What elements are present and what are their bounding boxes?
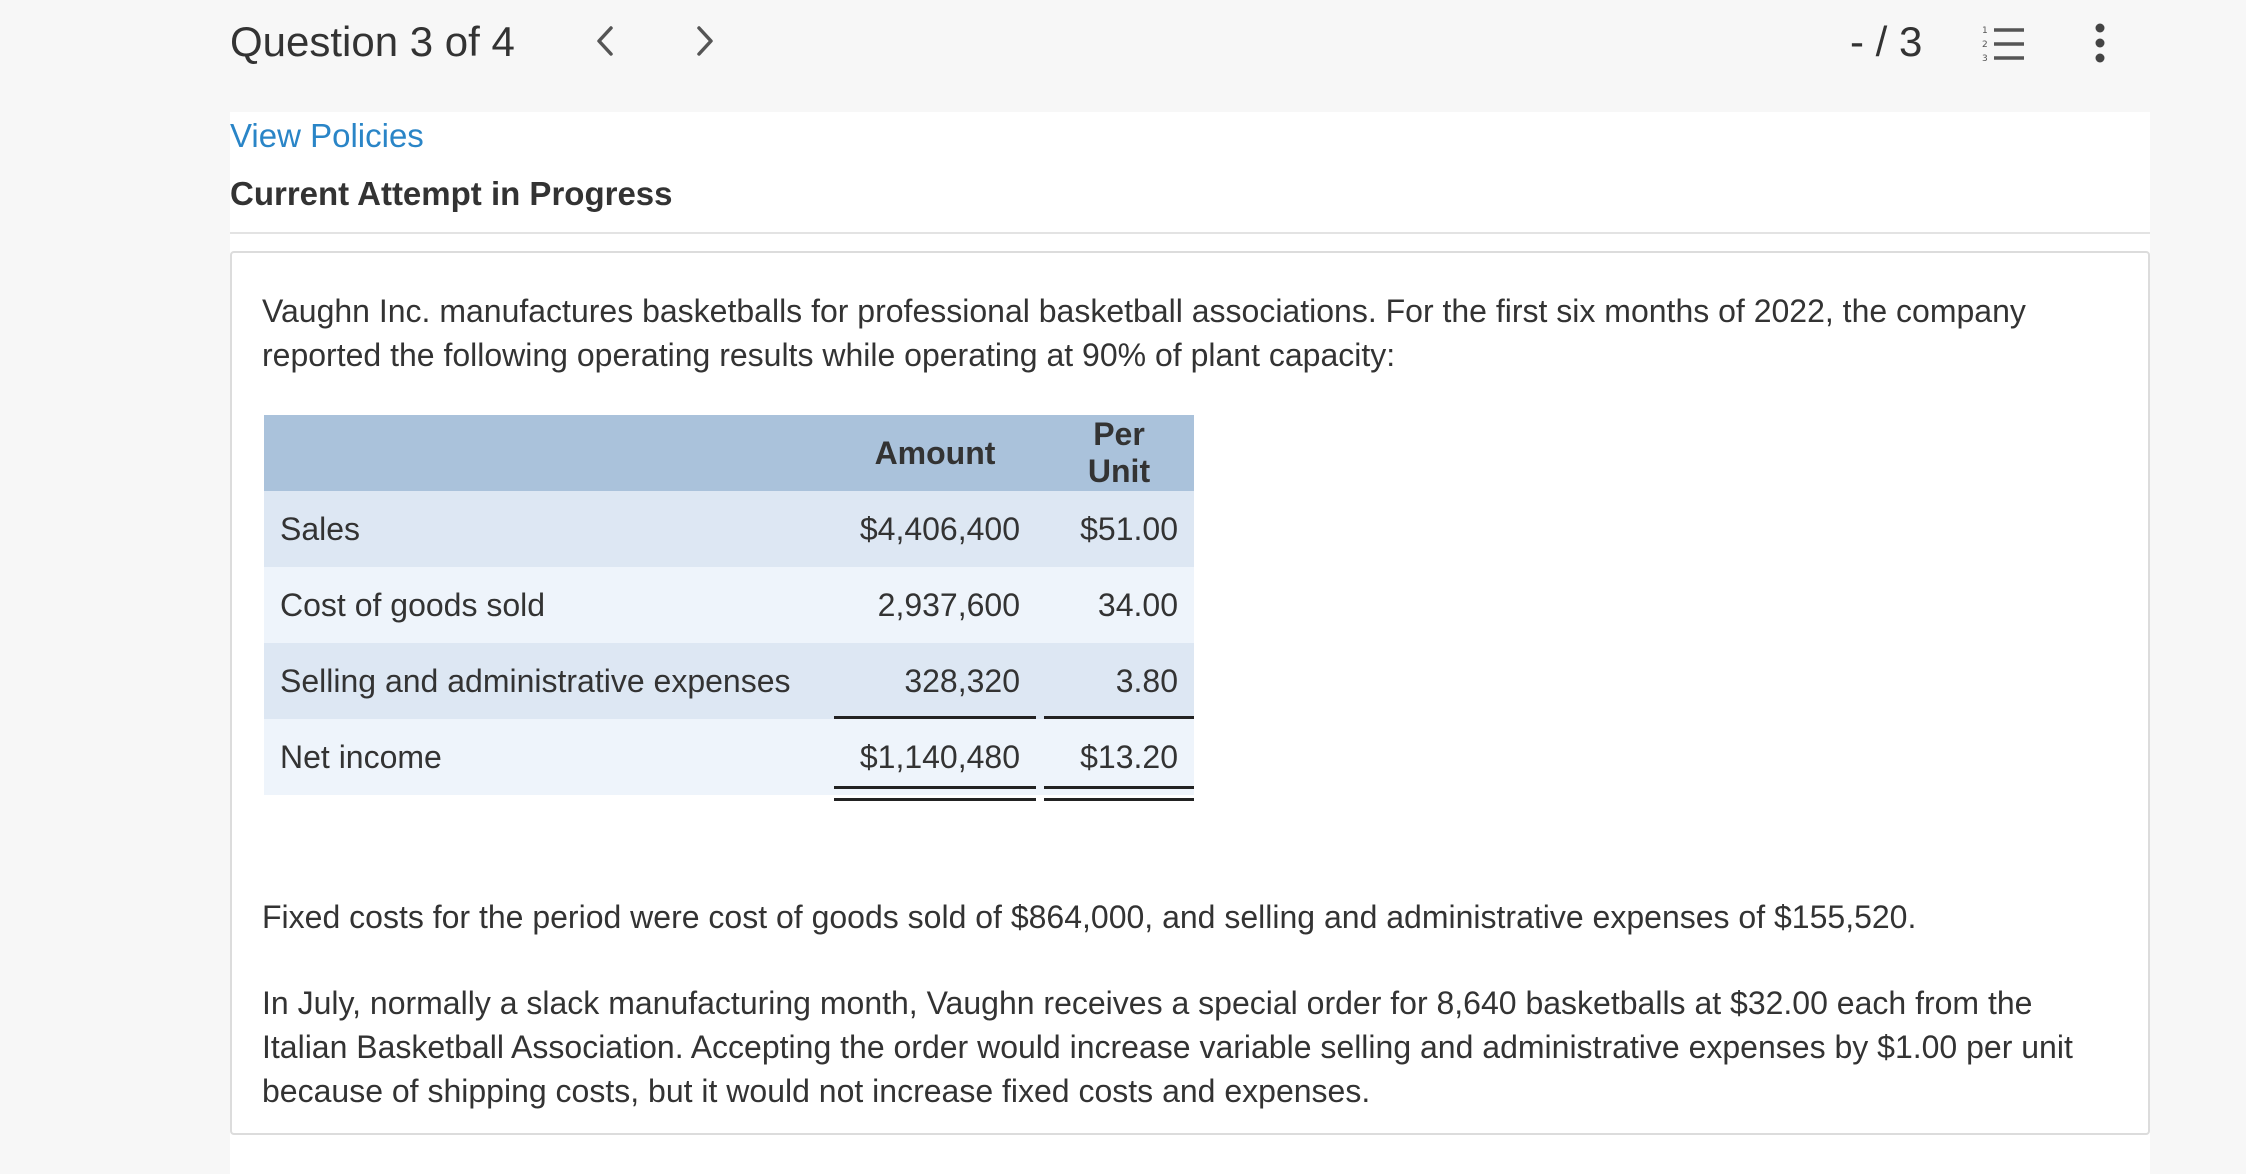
row-per-unit: $13.20 xyxy=(1044,719,1194,795)
column-header-amount: Amount xyxy=(834,415,1036,491)
row-amount: 328,320 xyxy=(834,643,1036,719)
operating-results-table xyxy=(264,415,1194,795)
row-label: Selling and administrative expenses xyxy=(264,643,834,719)
row-per-unit: 34.00 xyxy=(1044,567,1194,643)
row-amount: $4,406,400 xyxy=(834,491,1036,567)
table-row xyxy=(264,567,1194,643)
view-policies-link[interactable]: View Policies xyxy=(230,117,424,154)
attempt-status: Current Attempt in Progress xyxy=(230,175,673,212)
question-header xyxy=(0,0,2246,110)
numbered-list-icon xyxy=(1980,20,2030,68)
divider xyxy=(230,232,2150,234)
fixed-costs-text: Fixed costs for the period were cost of goods sold of $864,000, and selling and administrative expenses of $155,520. xyxy=(262,899,1917,935)
svg-text:3: 3 xyxy=(1982,54,1988,64)
next-question-button[interactable] xyxy=(680,16,730,66)
table-row xyxy=(264,719,1194,795)
row-amount: 2,937,600 xyxy=(834,567,1036,643)
svg-text:1: 1 xyxy=(1982,26,1988,36)
problem-intro: Vaughn Inc. manufactures basketballs for professional basketball associations. For the first six months of 2022, the company reported the following operating results while operating at 90% of plant capacity: xyxy=(262,293,2026,373)
vertical-dots-icon xyxy=(2080,18,2120,68)
table-row xyxy=(264,643,1194,719)
row-label: Sales xyxy=(264,491,834,567)
row-label: Net income xyxy=(264,719,834,795)
question-counter: Question 3 of 4 xyxy=(230,18,515,65)
column-header-label xyxy=(264,415,834,491)
row-label: Cost of goods sold xyxy=(264,567,834,643)
chevron-right-icon xyxy=(694,24,716,58)
table-row xyxy=(264,491,1194,567)
row-per-unit: 3.80 xyxy=(1044,643,1194,719)
svg-text:2: 2 xyxy=(1982,40,1988,50)
previous-question-button[interactable] xyxy=(580,16,630,66)
score-display: - / 3 xyxy=(1850,18,1923,65)
column-header-per-unit: Per Unit xyxy=(1044,415,1194,491)
problem-card xyxy=(230,251,2150,1135)
table-header-row xyxy=(264,415,1194,491)
question-content xyxy=(230,112,2150,1174)
question-list-button[interactable] xyxy=(1980,20,2030,68)
row-per-unit: $51.00 xyxy=(1044,491,1194,567)
row-amount: $1,140,480 xyxy=(834,719,1036,795)
chevron-left-icon xyxy=(594,24,616,58)
more-options-button[interactable] xyxy=(2080,18,2120,68)
special-order-text: In July, normally a slack manufacturing month, Vaughn receives a special order for 8,640 basketballs at $32.00 each from the Italian Basketball Association. Accepting the order would increase variable selling and administrative expenses by $1.00 per unit because of shipping costs, but it would not increase fixed costs and expenses. xyxy=(262,985,2073,1109)
